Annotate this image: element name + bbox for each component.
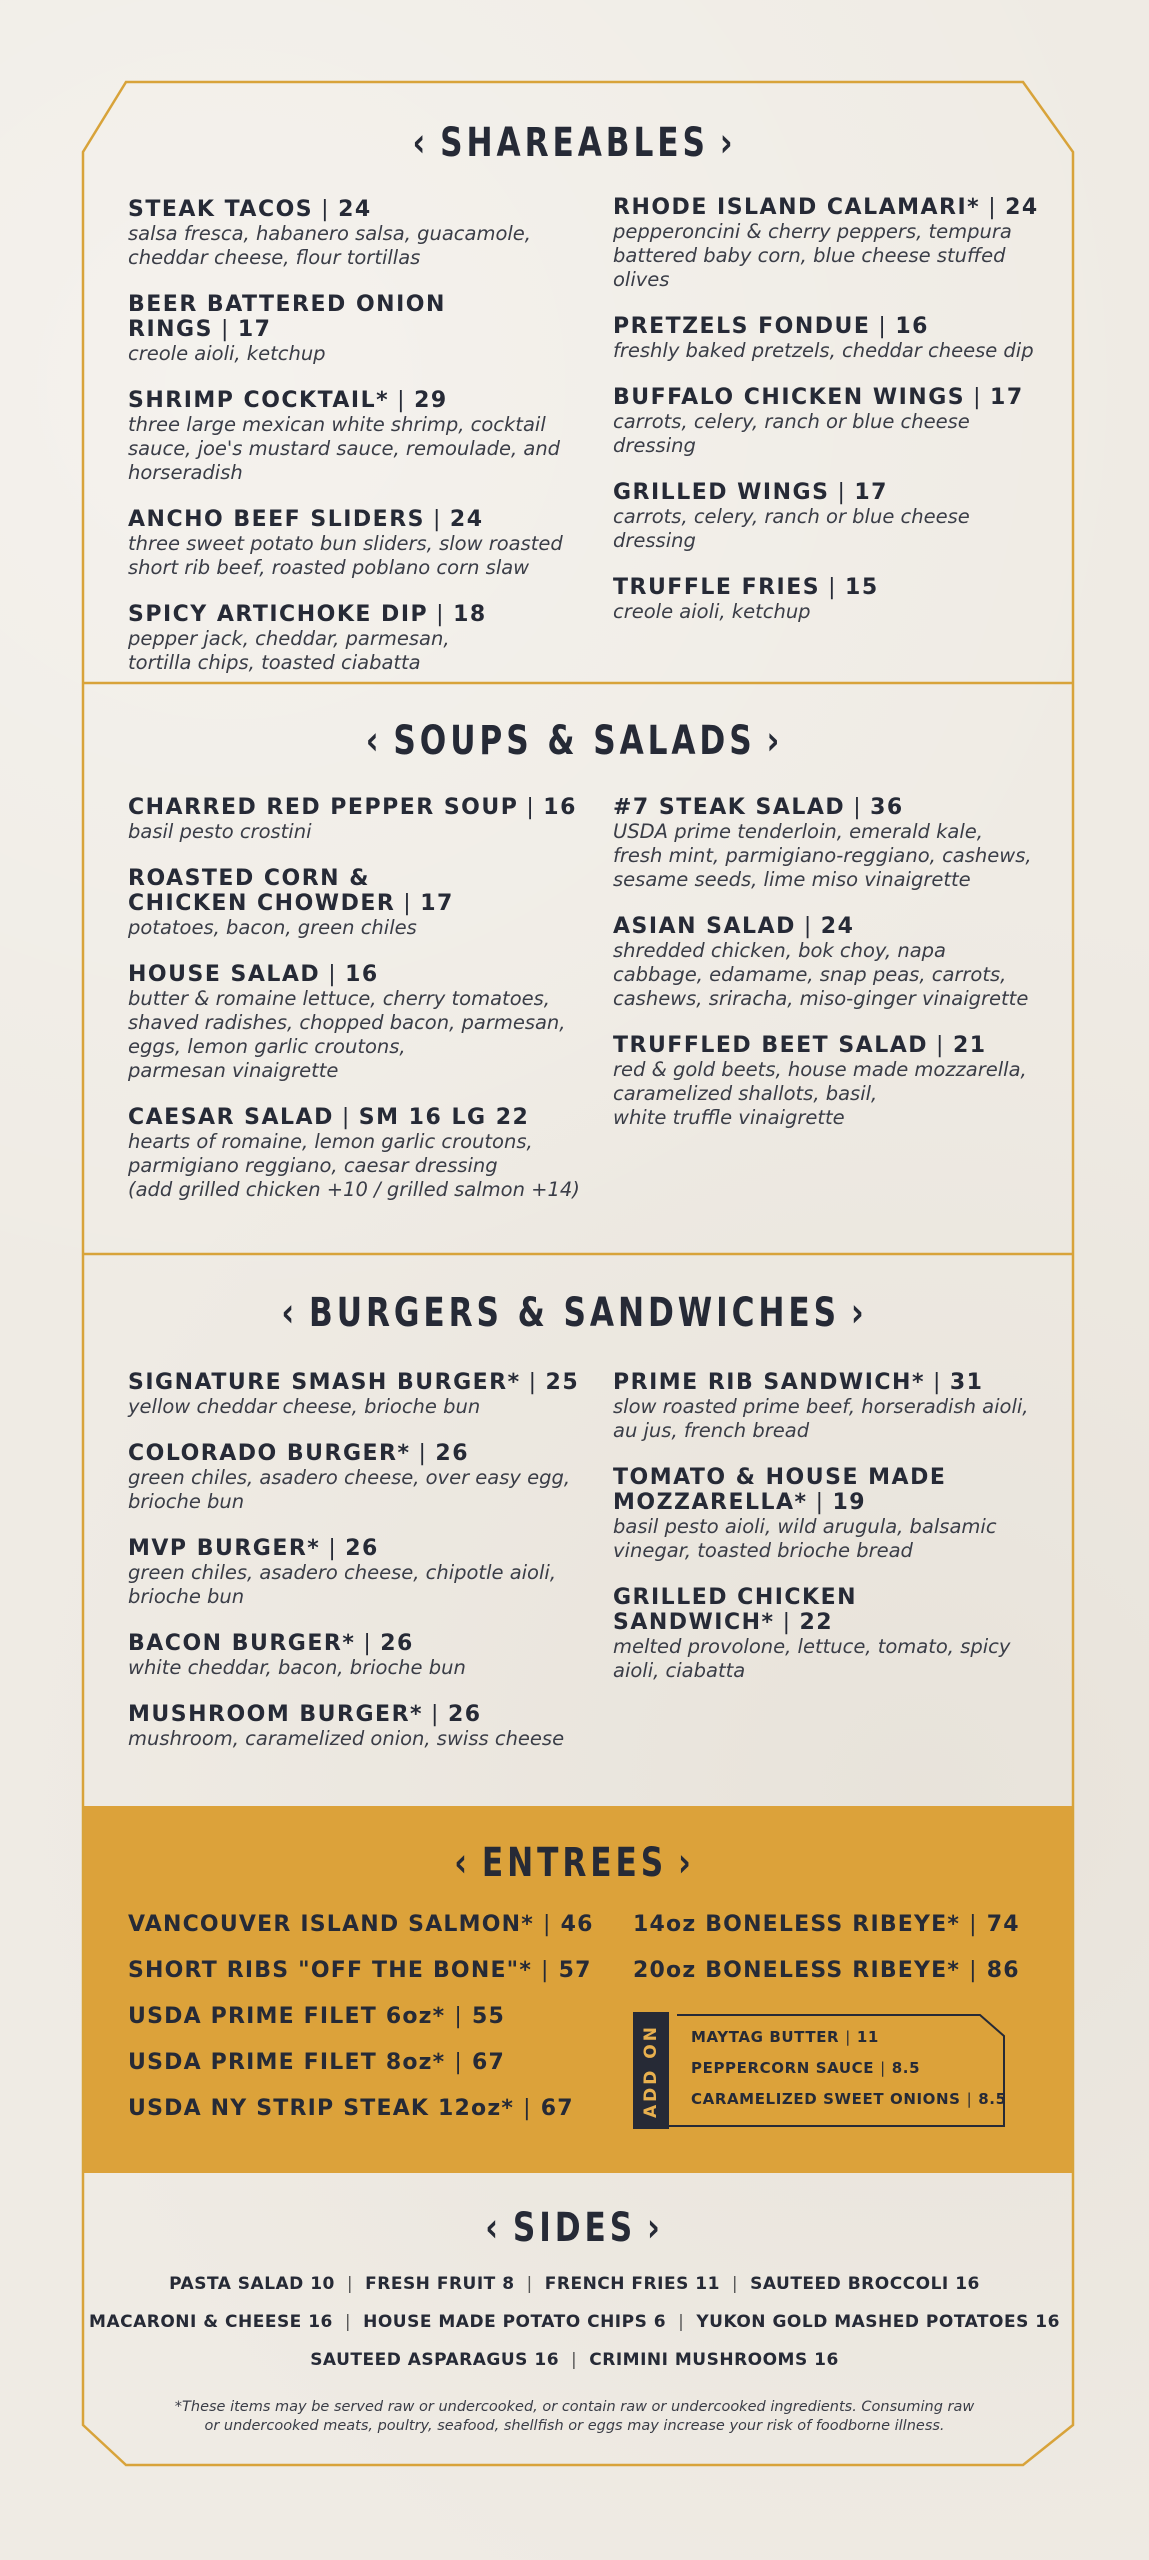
side-item [696,2312,1060,2332]
price-separator: | [973,385,983,410]
price-separator: | [803,914,813,939]
menu-item-description [613,220,1053,292]
menu-item-name: ANCHO BEEF SLIDERS [128,507,425,532]
menu-item-name: PRIME RIB SANDWICH* [613,1370,925,1395]
description-line: freshly baked pretzels, cheddar cheese dip [613,339,1034,362]
side-price: 16 [534,2350,560,2370]
menu-item-price: 26 [345,1536,379,1561]
menu-item-description [128,627,598,675]
side-item [310,2350,559,2370]
side-price: 10 [310,2274,335,2294]
menu-item-price: SM 16 LG 22 [358,1105,530,1130]
entree-item [128,2086,594,2132]
description-line: carrots, celery, ranch or blue cheese [613,410,970,433]
price-separator: | [436,602,446,627]
price-separator: | [837,480,847,505]
entree-price: 74 [986,1912,1020,1937]
menu-item-price: 29 [414,388,448,413]
description-line: sesame seeds, lime miso vinaigrette [613,868,971,891]
side-separator: | [571,2350,578,2370]
entree-price: 86 [986,1958,1020,1983]
add-on-price: 11 [856,2028,879,2046]
add-on-item [691,2084,1007,2115]
description-line: mushroom, caramelized onion, swiss cheese [128,1727,565,1750]
price-separator: | [878,314,888,339]
price-separator: | [969,1912,978,1937]
menu-item-title [613,1585,1053,1635]
menu-item-price: 26 [380,1631,414,1656]
description-line: battered baby corn, blue cheese stuffed [613,244,1006,267]
entree-item [128,1948,594,1994]
price-separator: | [966,2090,973,2108]
price-separator: | [828,575,838,600]
description-line: cabbage, edamame, snap peas, carrots, [613,963,1007,986]
side-price: 11 [695,2274,720,2294]
side-separator: | [346,2274,354,2294]
menu-item-price: 16 [895,314,929,339]
menu-item-name: MUSHROOM BURGER* [128,1702,424,1727]
menu-item-name: GRILLED CHICKEN [613,1585,858,1610]
menu-item [128,1441,598,1514]
menu-item-description [128,1656,598,1680]
menu-item-description [128,1395,598,1419]
menu-item-title [613,575,1053,600]
menu-item-description [613,820,1053,892]
side-separator: | [526,2274,533,2294]
side-separator: | [678,2312,685,2332]
sides-row-1 [0,2274,1149,2294]
add-on-price: 8.5 [891,2059,921,2077]
price-separator: | [418,1441,428,1466]
description-line: white truffle vinaigrette [613,1106,845,1129]
side-price: 6 [653,2312,667,2332]
add-on-name: PEPPERCORN SAUCE [691,2059,875,2077]
add-on-tab [633,2012,669,2129]
price-separator: | [880,2059,886,2077]
description-line: dressing [613,529,696,552]
add-on-price: 8.5 [978,2090,1007,2108]
description-line: pepperoncini & cherry peppers, tempura [613,220,1012,243]
menu-item-name: SANDWICH* [613,1610,775,1635]
burgers-right-column [613,1370,1053,1705]
price-separator: | [969,1958,978,1983]
side-item [169,2274,335,2294]
menu-item-description [613,339,1053,363]
menu-item-description [128,1466,598,1514]
menu-item-name: SIGNATURE SMASH BURGER* [128,1370,521,1395]
menu-item [613,385,1053,458]
price-separator: | [523,2096,532,2121]
price-separator: | [988,195,998,220]
menu-item-price: 24 [338,197,372,222]
menu-item-price: 19 [832,1490,867,1515]
menu-item-name: ASIAN SALAD [613,914,796,939]
section-title-entrees: ‹ ENTREES › [454,1840,695,1886]
price-separator: | [782,1610,792,1635]
menu-item-name: ROASTED CORN & [128,866,370,891]
description-line: cheddar cheese, flour tortillas [128,246,421,269]
description-line: basil pesto crostini [128,820,312,843]
price-separator: | [220,317,230,342]
price-separator: | [454,2050,463,2075]
description-line: shredded chicken, bok choy, napa [613,939,946,962]
entree-price: 67 [540,2096,574,2121]
burgers-left-column [128,1370,598,1773]
description-line: three large mexican white shrimp, cocktail [128,413,546,436]
price-separator: | [541,1958,550,1983]
side-price: 16 [814,2350,839,2370]
description-line: (add grilled chicken +10 / grilled salmon +14) [128,1178,580,1201]
menu-item-name: RHODE ISLAND CALAMARI* [613,195,981,220]
menu-item [613,480,1053,553]
side-price: 16 [955,2274,980,2294]
side-name: SAUTEED ASPARAGUS [310,2350,528,2370]
menu-item-price: 16 [543,795,577,820]
price-separator: | [853,795,863,820]
shareables-left-column [128,197,598,697]
price-separator: | [932,1370,942,1395]
menu-item-title [613,480,1053,505]
menu-item-description [128,1561,598,1609]
side-name: PASTA SALAD [169,2274,304,2294]
section-title-soups-salads: ‹ SOUPS & SALADS › [365,718,784,764]
menu-item-description [128,916,598,940]
description-line: short rib beef, roasted poblano corn slaw [128,556,530,579]
menu-item-name: SPICY ARTICHOKE DIP [128,602,429,627]
menu-item-title [128,866,598,916]
description-line: eggs, lemon garlic croutons, [128,1035,406,1058]
menu-item [613,1465,1053,1563]
menu-item-description [128,532,598,580]
menu-item-name: #7 STEAK SALAD [613,795,846,820]
entrees-right-column [633,1902,1020,1994]
menu-item-name: BACON BURGER* [128,1631,356,1656]
menu-item-price: 26 [435,1441,470,1466]
menu-item-name: GRILLED WINGS [613,480,830,505]
menu-item-description [128,820,598,844]
price-separator: | [397,388,407,413]
side-separator: | [344,2312,352,2332]
entree-name: VANCOUVER ISLAND SALMON* [128,1912,534,1937]
menu-item-name: TRUFFLED BEET SALAD [613,1033,929,1058]
menu-item-name: HOUSE SALAD [128,962,321,987]
menu-item [128,1105,598,1202]
menu-item-name: BUFFALO CHICKEN WINGS [613,385,966,410]
menu-item [613,1370,1053,1443]
menu-item-name: SHRIMP COCKTAIL* [128,388,390,413]
menu-item-description [128,1130,598,1202]
description-line: yellow cheddar cheese, brioche bun [128,1395,481,1418]
menu-item-description [128,413,598,485]
description-line: salsa fresca, habanero salsa, guacamole, [128,222,532,245]
price-separator: | [454,2004,463,2029]
menu-item-title [613,795,1053,820]
description-line: carrots, celery, ranch or blue cheese [613,505,970,528]
description-line: white cheddar, bacon, brioche bun [128,1656,466,1679]
description-line: creole aioli, ketchup [613,600,811,623]
side-name: FRENCH FRIES [544,2274,689,2294]
description-line: basil pesto aioli, wild arugula, balsamic [613,1515,997,1538]
description-line: green chiles, asadero cheese, chipotle aioli, [128,1561,557,1584]
menu-item-price: 17 [420,891,454,916]
menu-item-price: 36 [870,795,904,820]
menu-item-price: 21 [952,1033,987,1058]
menu-item-description [128,222,598,270]
description-line: horseradish [128,461,243,484]
menu-item [128,292,598,366]
entree-price: 57 [558,1958,592,1983]
description-line: potatoes, bacon, green chiles [128,916,417,939]
menu-item [613,1033,1053,1130]
disclaimer-line: *These items may be served raw or undercooked, or contain raw or undercooked ingredients. Consuming raw [174,2399,975,2415]
menu-item [613,795,1053,892]
menu-item-price: 17 [990,385,1024,410]
add-on-label: ADD ON [641,2023,661,2118]
side-item [89,2312,333,2332]
entrees-left-column [128,1902,594,2132]
price-separator: | [936,1033,945,1058]
price-separator: | [542,1912,552,1937]
menu-item-price: 25 [545,1370,580,1395]
menu-item-title [128,602,598,627]
menu-item [128,1631,598,1680]
description-line: parmesan vinaigrette [128,1059,339,1082]
add-on-name: MAYTAG BUTTER [691,2028,840,2046]
side-item [365,2274,514,2294]
menu-item [128,866,598,940]
menu-item-description [613,1058,1053,1130]
entree-item [633,1902,1020,1948]
side-item [363,2312,666,2332]
menu-item-title [128,1631,598,1656]
menu-item-price: 16 [345,962,379,987]
menu-item-name: STEAK TACOS [128,197,314,222]
description-line: hearts of romaine, lemon garlic croutons, [128,1130,533,1153]
menu-item [128,1370,598,1419]
menu-item-description [613,1515,1053,1563]
menu-item-title [613,314,1053,339]
menu-item-name: COLORADO BURGER* [128,1441,411,1466]
price-separator: | [403,891,413,916]
description-line: pepper jack, cheddar, parmesan, [128,627,450,650]
price-separator: | [341,1105,351,1130]
menu-item [128,602,598,675]
menu-item-price: 24 [1005,195,1039,220]
side-price: 16 [308,2312,333,2332]
menu-item-description [128,987,598,1083]
menu-item-title [613,385,1053,410]
menu-item-description [613,410,1053,458]
menu-item-title [613,1370,1053,1395]
menu-item [128,1536,598,1609]
description-line: parmigiano reggiano, caesar dressing [128,1154,498,1177]
add-on-item [691,2022,1007,2053]
entree-item [128,1902,594,1948]
description-line: melted provolone, lettuce, tomato, spicy [613,1635,1011,1658]
menu-item-price: 22 [799,1610,834,1635]
price-separator: | [321,197,331,222]
menu-item-description [128,1727,598,1751]
side-separator: | [731,2274,739,2294]
menu-item-title [128,795,598,820]
description-line: dressing [613,434,696,457]
entree-name: 14oz BONELESS RIBEYE* [633,1912,961,1937]
description-line: cashews, sriracha, miso-ginger vinaigrette [613,987,1029,1010]
price-separator: | [815,1490,825,1515]
entree-price: 55 [471,2004,505,2029]
price-separator: | [328,1536,338,1561]
menu-item-price: 17 [237,317,272,342]
menu-item-title [613,195,1053,220]
sides-row-3 [0,2350,1149,2370]
menu-item-description [613,1395,1053,1443]
entree-name: SHORT RIBS "OFF THE BONE"* [128,1958,533,1983]
menu-item [613,195,1053,292]
menu-item-title [128,197,598,222]
menu-item-title [128,507,598,532]
description-line: vinegar, toasted brioche bread [613,1539,913,1562]
entree-name: 20oz BONELESS RIBEYE* [633,1958,961,1983]
side-price: 8 [502,2274,515,2294]
description-line: red & gold beets, house made mozzarella, [613,1058,1027,1081]
side-name: FRESH FRUIT [365,2274,496,2294]
menu-item [613,575,1053,624]
menu-item-price: 24 [449,507,484,532]
section-title-shareables: ‹ SHAREABLES › [412,120,737,166]
sides-row-2 [0,2312,1149,2332]
entree-item [128,2040,594,2086]
menu-item-description [613,939,1053,1011]
menu-item-description [613,1635,1053,1683]
description-line: shaved radishes, chopped bacon, parmesan, [128,1011,566,1034]
side-item [589,2350,839,2370]
description-line: three sweet potato bun sliders, slow roasted [128,532,563,555]
menu-item-name: CAESAR SALAD [128,1105,334,1130]
menu-item-price: 17 [854,480,888,505]
soups-right-column [613,795,1053,1152]
side-price: 16 [1035,2312,1060,2332]
side-name: CRIMINI MUSHROOMS [589,2350,808,2370]
menu-item-title [128,1536,598,1561]
shareables-right-column [613,195,1053,646]
menu-item [613,1585,1053,1683]
menu-item-title [128,388,598,413]
menu-item-price: 15 [845,575,879,600]
side-item [545,2274,720,2294]
menu-item-price: 18 [453,602,487,627]
description-line: tortilla chips, toasted ciabatta [128,651,421,674]
menu-item-description [128,342,598,366]
description-line: green chiles, asadero cheese, over easy egg, [128,1466,571,1489]
soups-left-column [128,795,598,1224]
section-title-burgers-sandwiches: ‹ BURGERS & SANDWICHES › [281,1290,868,1336]
menu-item-description [613,600,1053,624]
description-line: brioche bun [128,1585,245,1608]
description-line: brioche bun [128,1490,245,1513]
entree-price: 46 [560,1912,594,1937]
menu-item-price: 31 [949,1370,984,1395]
menu-item-title [128,1702,598,1727]
menu-item [128,507,598,580]
description-line: creole aioli, ketchup [128,342,326,365]
price-separator: | [328,962,338,987]
side-item [750,2274,980,2294]
menu-item-price: 26 [447,1702,482,1727]
menu-item [128,795,598,844]
menu-item [128,388,598,485]
add-on-list [691,2022,1007,2115]
price-separator: | [363,1631,373,1656]
menu-item-name: BEER BATTERED ONION RINGS [128,292,446,342]
menu-item-name: PRETZELS FONDUE [613,314,871,339]
price-separator: | [528,1370,538,1395]
description-line: slow roasted prime beef, horseradish aioli, [613,1395,1029,1418]
menu-item-name: MOZZARELLA* [613,1490,808,1515]
menu-item-price: 24 [820,914,855,939]
food-safety-disclaimer [150,2398,999,2436]
menu-item-title [613,914,1053,939]
side-name: MACARONI & CHEESE [89,2312,302,2332]
menu-item [128,197,598,270]
menu-item-description [613,505,1053,553]
add-on-box [633,2012,1006,2129]
menu-item-title [128,962,598,987]
entree-price: 67 [471,2050,505,2075]
description-line: butter & romaine lettuce, cherry tomatoes, [128,987,550,1010]
description-line: caramelized shallots, basil, [613,1082,878,1105]
menu-item-title [128,1105,598,1130]
entree-name: USDA PRIME FILET 8oz* [128,2050,446,2075]
description-line: fresh mint, parmigiano-reggiano, cashews, [613,844,1032,867]
menu-item-name: TOMATO & HOUSE MADE [613,1465,947,1490]
description-line: aioli, ciabatta [613,1659,746,1682]
entree-name: USDA NY STRIP STEAK 12oz* [128,2096,515,2121]
side-name: YUKON GOLD MASHED POTATOES [696,2312,1029,2332]
section-title-sides: ‹ SIDES › [485,2205,664,2251]
description-line: sauce, joe's mustard sauce, remoulade, and [128,437,561,460]
description-line: olives [613,268,670,291]
side-name: SAUTEED BROCCOLI [750,2274,949,2294]
menu-item-name: MVP BURGER* [128,1536,321,1561]
add-on-item [691,2053,1007,2084]
entree-name: USDA PRIME FILET 6oz* [128,2004,446,2029]
description-line: USDA prime tenderloin, emerald kale, [613,820,983,843]
price-separator: | [845,2028,851,2046]
menu-item-title [128,292,598,342]
entree-item [633,1948,1020,1994]
menu-item-title [613,1465,1053,1515]
price-separator: | [526,795,536,820]
menu-item [613,914,1053,1011]
menu-item-name: TRUFFLE FRIES [613,575,821,600]
add-on-name: CARAMELIZED SWEET ONIONS [691,2090,961,2108]
description-line: au jus, french bread [613,1419,810,1442]
entree-item [128,1994,594,2040]
side-name: HOUSE MADE POTATO CHIPS [363,2312,648,2332]
price-separator: | [433,507,442,532]
price-separator: | [431,1702,440,1727]
menu-item-name: CHARRED RED PEPPER SOUP [128,795,519,820]
menu-item-title [128,1441,598,1466]
menu-item [128,1702,598,1751]
menu-item-title [128,1370,598,1395]
menu-item [613,314,1053,363]
disclaimer-line: or undercooked meats, poultry, seafood, shellfish or eggs may increase your risk of foodborne illness. [204,2418,945,2434]
menu-item-title [613,1033,1053,1058]
menu-item [128,962,598,1083]
menu-item-name: CHICKEN CHOWDER [128,891,396,916]
